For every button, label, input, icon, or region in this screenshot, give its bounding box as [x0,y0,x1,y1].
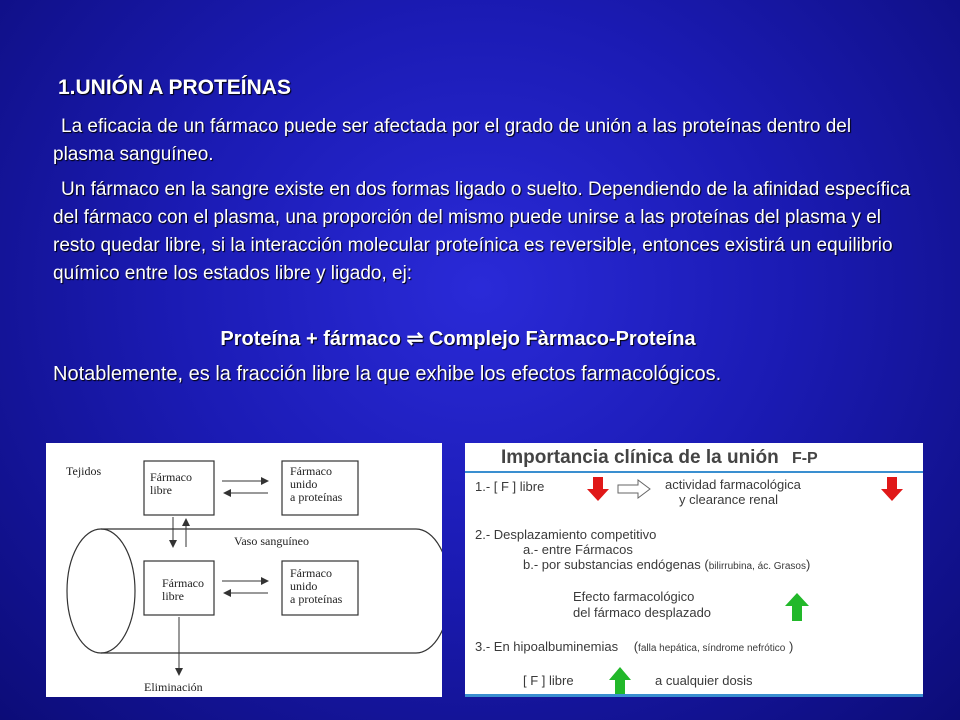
item2-a: a.- entre Fármacos [523,542,633,557]
decrease-arrow-icon [587,477,609,501]
item3-sub-effect: a cualquier dosis [655,673,753,688]
label-bottom-bound-1: Fármaco [290,566,332,580]
item2-effect-1: Efecto farmacológico [573,589,695,604]
label-top-bound-2: unido [290,477,318,491]
item2-b: b.- por substancias endógenas (bilirrubina, ác. Grasos) [523,557,811,572]
label-bottom-free-1: Fármaco [162,576,204,590]
label-blood-vessel: Vaso sanguíneo [234,534,309,548]
paragraph-efficacy: La eficacia de un fármaco puede ser afectada por el grado de unión a las proteínas dentro del plasma sanguíneo. [53,116,852,165]
equation-left: Proteína + fármaco [220,328,401,350]
title-divider [465,471,923,473]
increase-arrow-icon [609,667,631,695]
item1-effect-2: y clearance renal [679,492,778,507]
label-elimination: Eliminación [144,680,203,694]
slide-title: 1.UNIÓN A PROTEÍNAS [58,76,291,99]
paragraph-free-fraction: Notablemente, es la fracción libre la que exhibe los efectos farmacológicos. [53,363,722,385]
label-bottom-bound-2: unido [290,579,318,593]
equilibrium-icon: ⇌ [406,328,424,350]
decrease-arrow-icon [881,477,903,501]
paragraph-forms: Un fármaco en la sangre existe en dos formas ligado o suelto. Dependiendo de la afinidad específica del fármaco con el plasma, una proporción del mismo puede unirse a las proteínas del plasma y el resto quedar libre, si la interacción molecular proteínica es reversible, entonces existirá un equilibrio químico entre los estados libre y ligado, ej: [53,179,911,284]
item1-label: 1.- [ F ] libre [475,479,545,494]
item2-label: 2.- Desplazamiento competitivo [475,527,657,542]
label-bottom-bound-3: a proteínas [290,592,343,606]
label-bottom-free-2: libre [162,589,184,603]
item3-label: 3.- En hipoalbuminemias (falla hepática, síndrome nefrótico ) [475,639,794,654]
label-top-bound-3: a proteínas [290,490,343,504]
binding-diagram [46,443,442,697]
vessel-left-end [67,529,135,653]
diagram-lines [46,443,442,697]
label-top-free-2: libre [150,483,172,497]
clinical-importance-panel [465,443,923,697]
right-arrow-icon [617,479,651,499]
label-tissues: Tejidos [66,464,102,478]
label-top-free-1: Fármaco [150,470,192,484]
item2-effect-2: del fármaco desplazado [573,605,712,620]
item1-effect-1: actividad farmacológica [665,477,801,492]
bottom-divider [465,694,923,697]
increase-arrow-icon [785,593,809,621]
label-top-bound-1: Fármaco [290,464,332,478]
item3-sub-label: [ F ] libre [523,673,574,688]
vessel-right-end [416,529,442,653]
panel-title: Importancia clínica de la unión F-P [501,447,818,468]
equation [0,326,908,351]
equation-right: Complejo Fàrmaco-Proteína [428,328,696,350]
